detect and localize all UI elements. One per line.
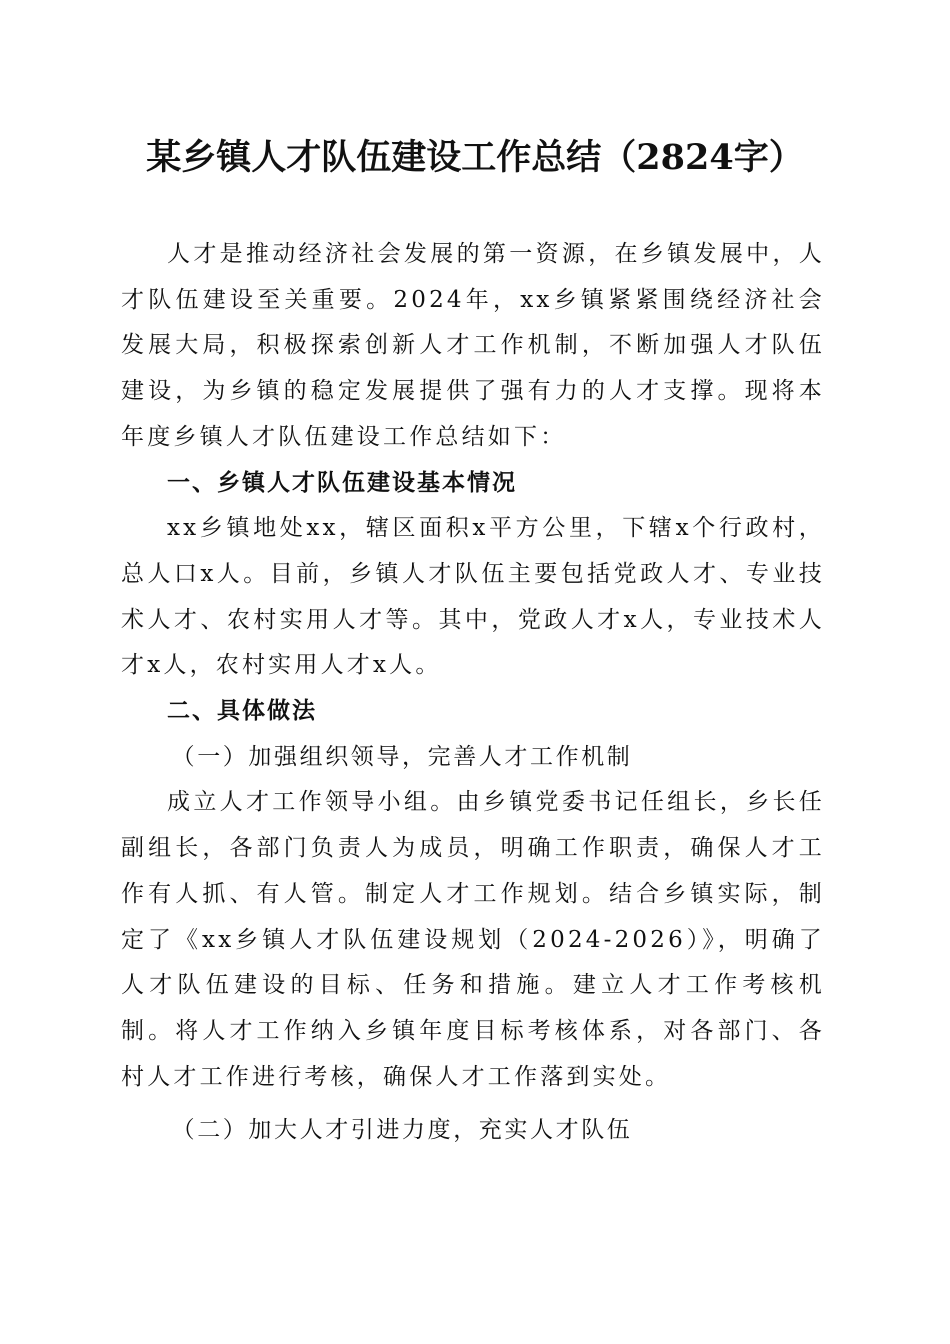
organization-paragraph: 成立人才工作领导小组。由乡镇党委书记任组长，乡长任副组长，各部门负责人为成员，明确工作职责，确保人才工作有人抓、有人管。制定人才工作规划。结合乡镇实际，制定了《xx乡镇人才队伍建设规划（2024-2026）》，明确了人才队伍建设的目标、任务和措施。建立人才工作考核机制。将人才工作纳入乡镇年度目标考核体系，对各部门、各村人才工作进行考核，确保人才工作落到实处。	[121, 789, 825, 1090]
intro-paragraph: 人才是推动经济社会发展的第一资源，在乡镇发展中，人才队伍建设至关重要。2024年，xx乡镇紧紧围绕经济社会发展大局，积极探索创新人才工作机制，不断加强人才队伍建设，为乡镇的稳定发展提供了强有力的人才支撑。现将本年度乡镇人才队伍建设工作总结如下：	[121, 241, 825, 450]
subsection-heading-organization: （一）加强组织领导，完善人才工作机制	[171, 743, 633, 770]
subsection-heading-talent-introduction: （二）加大人才引进力度，充实人才队伍	[171, 1117, 633, 1144]
section-heading-practices: 二、具体做法	[167, 698, 317, 725]
basic-situation-paragraph: xx乡镇地处xx，辖区面积x平方公里，下辖x个行政村，总人口x人。目前，乡镇人才队伍主要包括党政人才、专业技术人才、农村实用人才等。其中，党政人才x人，专业技术人才x人，农村实用人才x人。	[121, 515, 825, 679]
document-body	[121, 232, 825, 1154]
page-title: 某乡镇人才队伍建设工作总结（2824字）	[146, 137, 804, 178]
section-heading-basic-situation: 一、乡镇人才队伍建设基本情况	[167, 469, 517, 496]
